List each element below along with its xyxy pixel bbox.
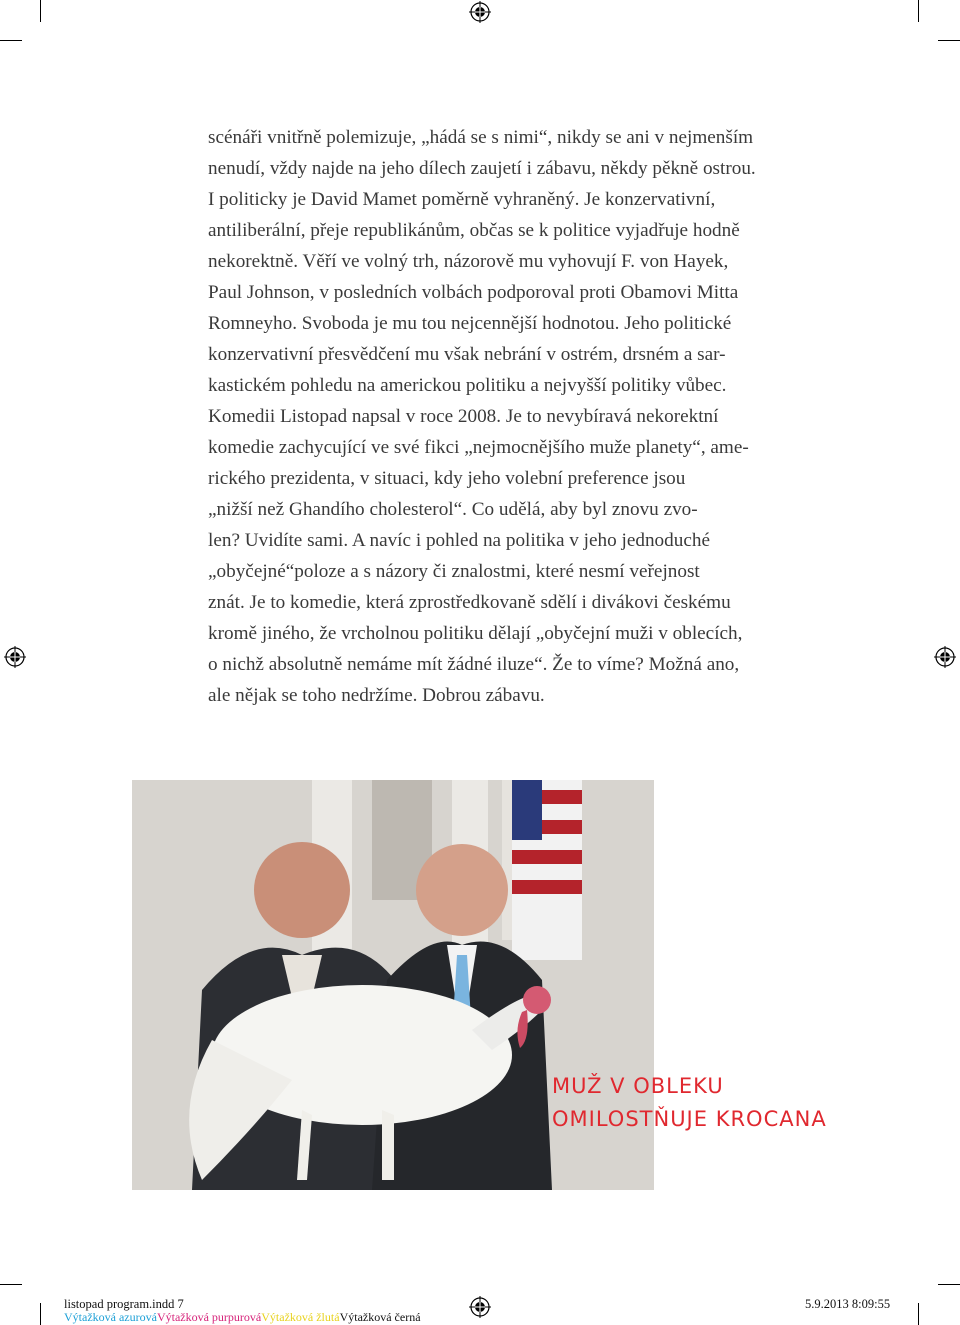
crop-mark xyxy=(918,0,919,22)
color-cyan: Výtažková azurová xyxy=(64,1310,157,1324)
text-line: konzervativní přesvědčení mu však nebrání v ostrém, drsném a sar- xyxy=(208,344,726,365)
text-line: nekorektně. Věří ve volný trh, názorově mu vyhovují F. von Hayek, xyxy=(208,251,729,272)
crop-mark xyxy=(918,1303,919,1325)
text-line: len? Uvidíte sami. A navíc i pohled na politika v jeho jednoduché xyxy=(208,530,710,551)
photo-caption xyxy=(552,1070,852,1136)
crop-mark xyxy=(40,1303,41,1325)
text-line: rického prezidenta, v situaci, kdy jeho volební preference jsou xyxy=(208,468,686,489)
text-line: Romneyho. Svoboda je mu tou nejcennější hodnotou. Jeho politické xyxy=(208,313,732,334)
color-separations xyxy=(64,1310,421,1325)
caption-line: MUŽ V OBLEKU xyxy=(552,1074,724,1098)
text-line: Paul Johnson, v posledních volbách podporoval proti Obamovi Mitta xyxy=(208,282,739,303)
slug-datetime: 5.9.2013 8:09:55 xyxy=(805,1297,891,1311)
registration-mark-icon xyxy=(469,1,491,23)
text-line: nenudí, vždy najde na jeho dílech zaujetí i zábavu, někdy pěkně ostrou. xyxy=(208,158,756,179)
text-line: antiliberální, přeje republikánům, občas se k politice vyjadřuje hodně xyxy=(208,220,740,241)
text-line: I politicky je David Mamet poměrně vyhraněný. Je konzervativní, xyxy=(208,189,716,210)
crop-mark xyxy=(0,40,22,41)
color-black: Výtažková černá xyxy=(339,1310,421,1324)
text-line: „obyčejné“poloze a s názory či znalostmi, které nesmí veřejnost xyxy=(208,561,700,582)
registration-mark-icon xyxy=(934,646,956,668)
body-text xyxy=(208,122,828,711)
text-line: ale nějak se toho nedržíme. Dobrou zábavu. xyxy=(208,685,545,706)
crop-mark xyxy=(40,0,41,22)
text-line: komedie zachycující ve své fikci „nejmocnějšího muže planety“, ame- xyxy=(208,437,749,458)
text-line: „nižší než Ghandího cholesterol“. Co udělá, aby byl znovu zvo- xyxy=(208,499,698,520)
color-yellow: Výtažková žlutá xyxy=(261,1310,340,1324)
slug-file: listopad program.indd 7 xyxy=(64,1297,184,1311)
crop-mark xyxy=(0,1284,22,1285)
text-line: kromě jiného, že vrcholnou politiku dělají „obyčejní muži v oblecích, xyxy=(208,623,743,644)
registration-mark-icon xyxy=(469,1296,491,1318)
color-magenta: Výtažková purpurová xyxy=(156,1310,262,1324)
caption-line: OMILOSTŇUJE KROCANA xyxy=(552,1107,827,1131)
text-line: o nichž absolutně nemáme mít žádné iluze“. Že to víme? Možná ano, xyxy=(208,654,740,675)
text-line: kastickém pohledu na americkou politiku a nejvyšší politiky vůbec. xyxy=(208,375,727,396)
text-line: znát. Je to komedie, která zprostředkovaně sdělí i divákovi českému xyxy=(208,592,731,613)
text-line: Komedii Listopad napsal v roce 2008. Je to nevybíravá nekorektní xyxy=(208,406,719,427)
text-line: scénáři vnitřně polemizuje, „hádá se s nimi“, nikdy se ani v nejmenším xyxy=(208,127,754,148)
crop-mark xyxy=(938,40,960,41)
registration-mark-icon xyxy=(4,646,26,668)
crop-mark xyxy=(938,1284,960,1285)
